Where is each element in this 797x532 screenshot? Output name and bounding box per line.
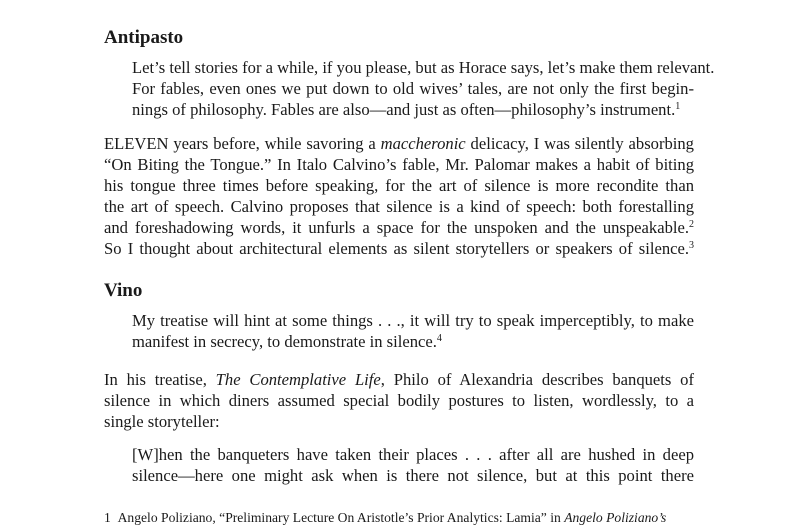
paragraph-line bbox=[104, 238, 694, 259]
blockquote-philo bbox=[132, 444, 694, 486]
paragraph-line bbox=[104, 133, 694, 154]
paragraph-line: his tongue three times before speaking, for the art of silence is more recondite than bbox=[104, 176, 694, 195]
epigraph-treatise bbox=[132, 310, 694, 352]
footnote-number: 1 bbox=[104, 510, 111, 525]
paragraph-eleven-years bbox=[104, 133, 694, 259]
text-run: So I thought about architectural elements as silent storytellers or speakers of silence. bbox=[104, 239, 689, 258]
text-run: , Philo of Alexandria describes banquets of bbox=[380, 370, 694, 389]
emphasis-maccheronic: maccheronic bbox=[380, 134, 466, 153]
footnote-1 bbox=[104, 509, 704, 527]
paragraph-line bbox=[104, 369, 694, 390]
paragraph-line: silence in which diners assumed special bodily postures to listen, wordlessly, to a bbox=[104, 391, 694, 410]
paragraph-line: “On Biting the Tongue.” In Italo Calvino’s fable, Mr. Palomar makes a habit of biting bbox=[104, 155, 694, 174]
epigraph-line bbox=[132, 331, 694, 352]
note-ref-4: 4 bbox=[436, 333, 442, 344]
epigraph-line bbox=[132, 99, 694, 120]
text-run: and foreshadowing words, it unfurls a space for the unspoken and the unspeakable. bbox=[104, 218, 689, 237]
section-heading-vino: Vino bbox=[104, 280, 143, 301]
section-heading-antipasto: Antipasto bbox=[104, 27, 184, 48]
blockquote-line: silence—here one might ask when is there not silence, but at this point there bbox=[132, 466, 694, 485]
blockquote-line: [W]hen the banqueters have taken their places . . . after all are hushed in deep bbox=[132, 445, 694, 464]
paragraph-line: the art of speech. Calvino proposes that silence is a kind of speech: both forestalling bbox=[104, 197, 694, 216]
text-run: In his treatise, bbox=[104, 370, 216, 389]
paragraph-philo bbox=[104, 369, 694, 432]
paragraph-line bbox=[104, 217, 694, 238]
footnote-text: Angelo Poliziano, “Preliminary Lecture On Aristotle’s Prior Analytics: Lamia” in bbox=[117, 510, 565, 525]
text-run: ELEVEN years before, while savoring a bbox=[104, 134, 381, 153]
epigraph-line-text: manifest in secrecy, to demonstrate in silence. bbox=[132, 332, 437, 351]
epigraph-line: My treatise will hint at some things . . ., it will try to speak imperceptibly, to make bbox=[132, 311, 694, 330]
note-ref-2: 2 bbox=[689, 219, 694, 230]
emphasis-title: The Contemplative Life bbox=[215, 370, 381, 389]
paragraph-line: single storyteller: bbox=[104, 412, 220, 431]
footnote-emphasis: Angelo Poliziano’s bbox=[564, 510, 667, 525]
epigraph-line: For fables, even ones we put down to old wives’ tales, are not only the first begin- bbox=[132, 79, 694, 98]
epigraph-horace bbox=[132, 57, 715, 120]
text-run: delicacy, I was silently absorbing bbox=[465, 134, 694, 153]
epigraph-line-text: nings of philosophy. Fables are also—and just as often—philosophy’s instrument. bbox=[132, 100, 676, 119]
note-ref-1: 1 bbox=[675, 101, 681, 112]
epigraph-line: Let’s tell stories for a while, if you please, but as Horace says, let’s make them relevant. bbox=[132, 58, 715, 77]
note-ref-3: 3 bbox=[689, 240, 694, 251]
